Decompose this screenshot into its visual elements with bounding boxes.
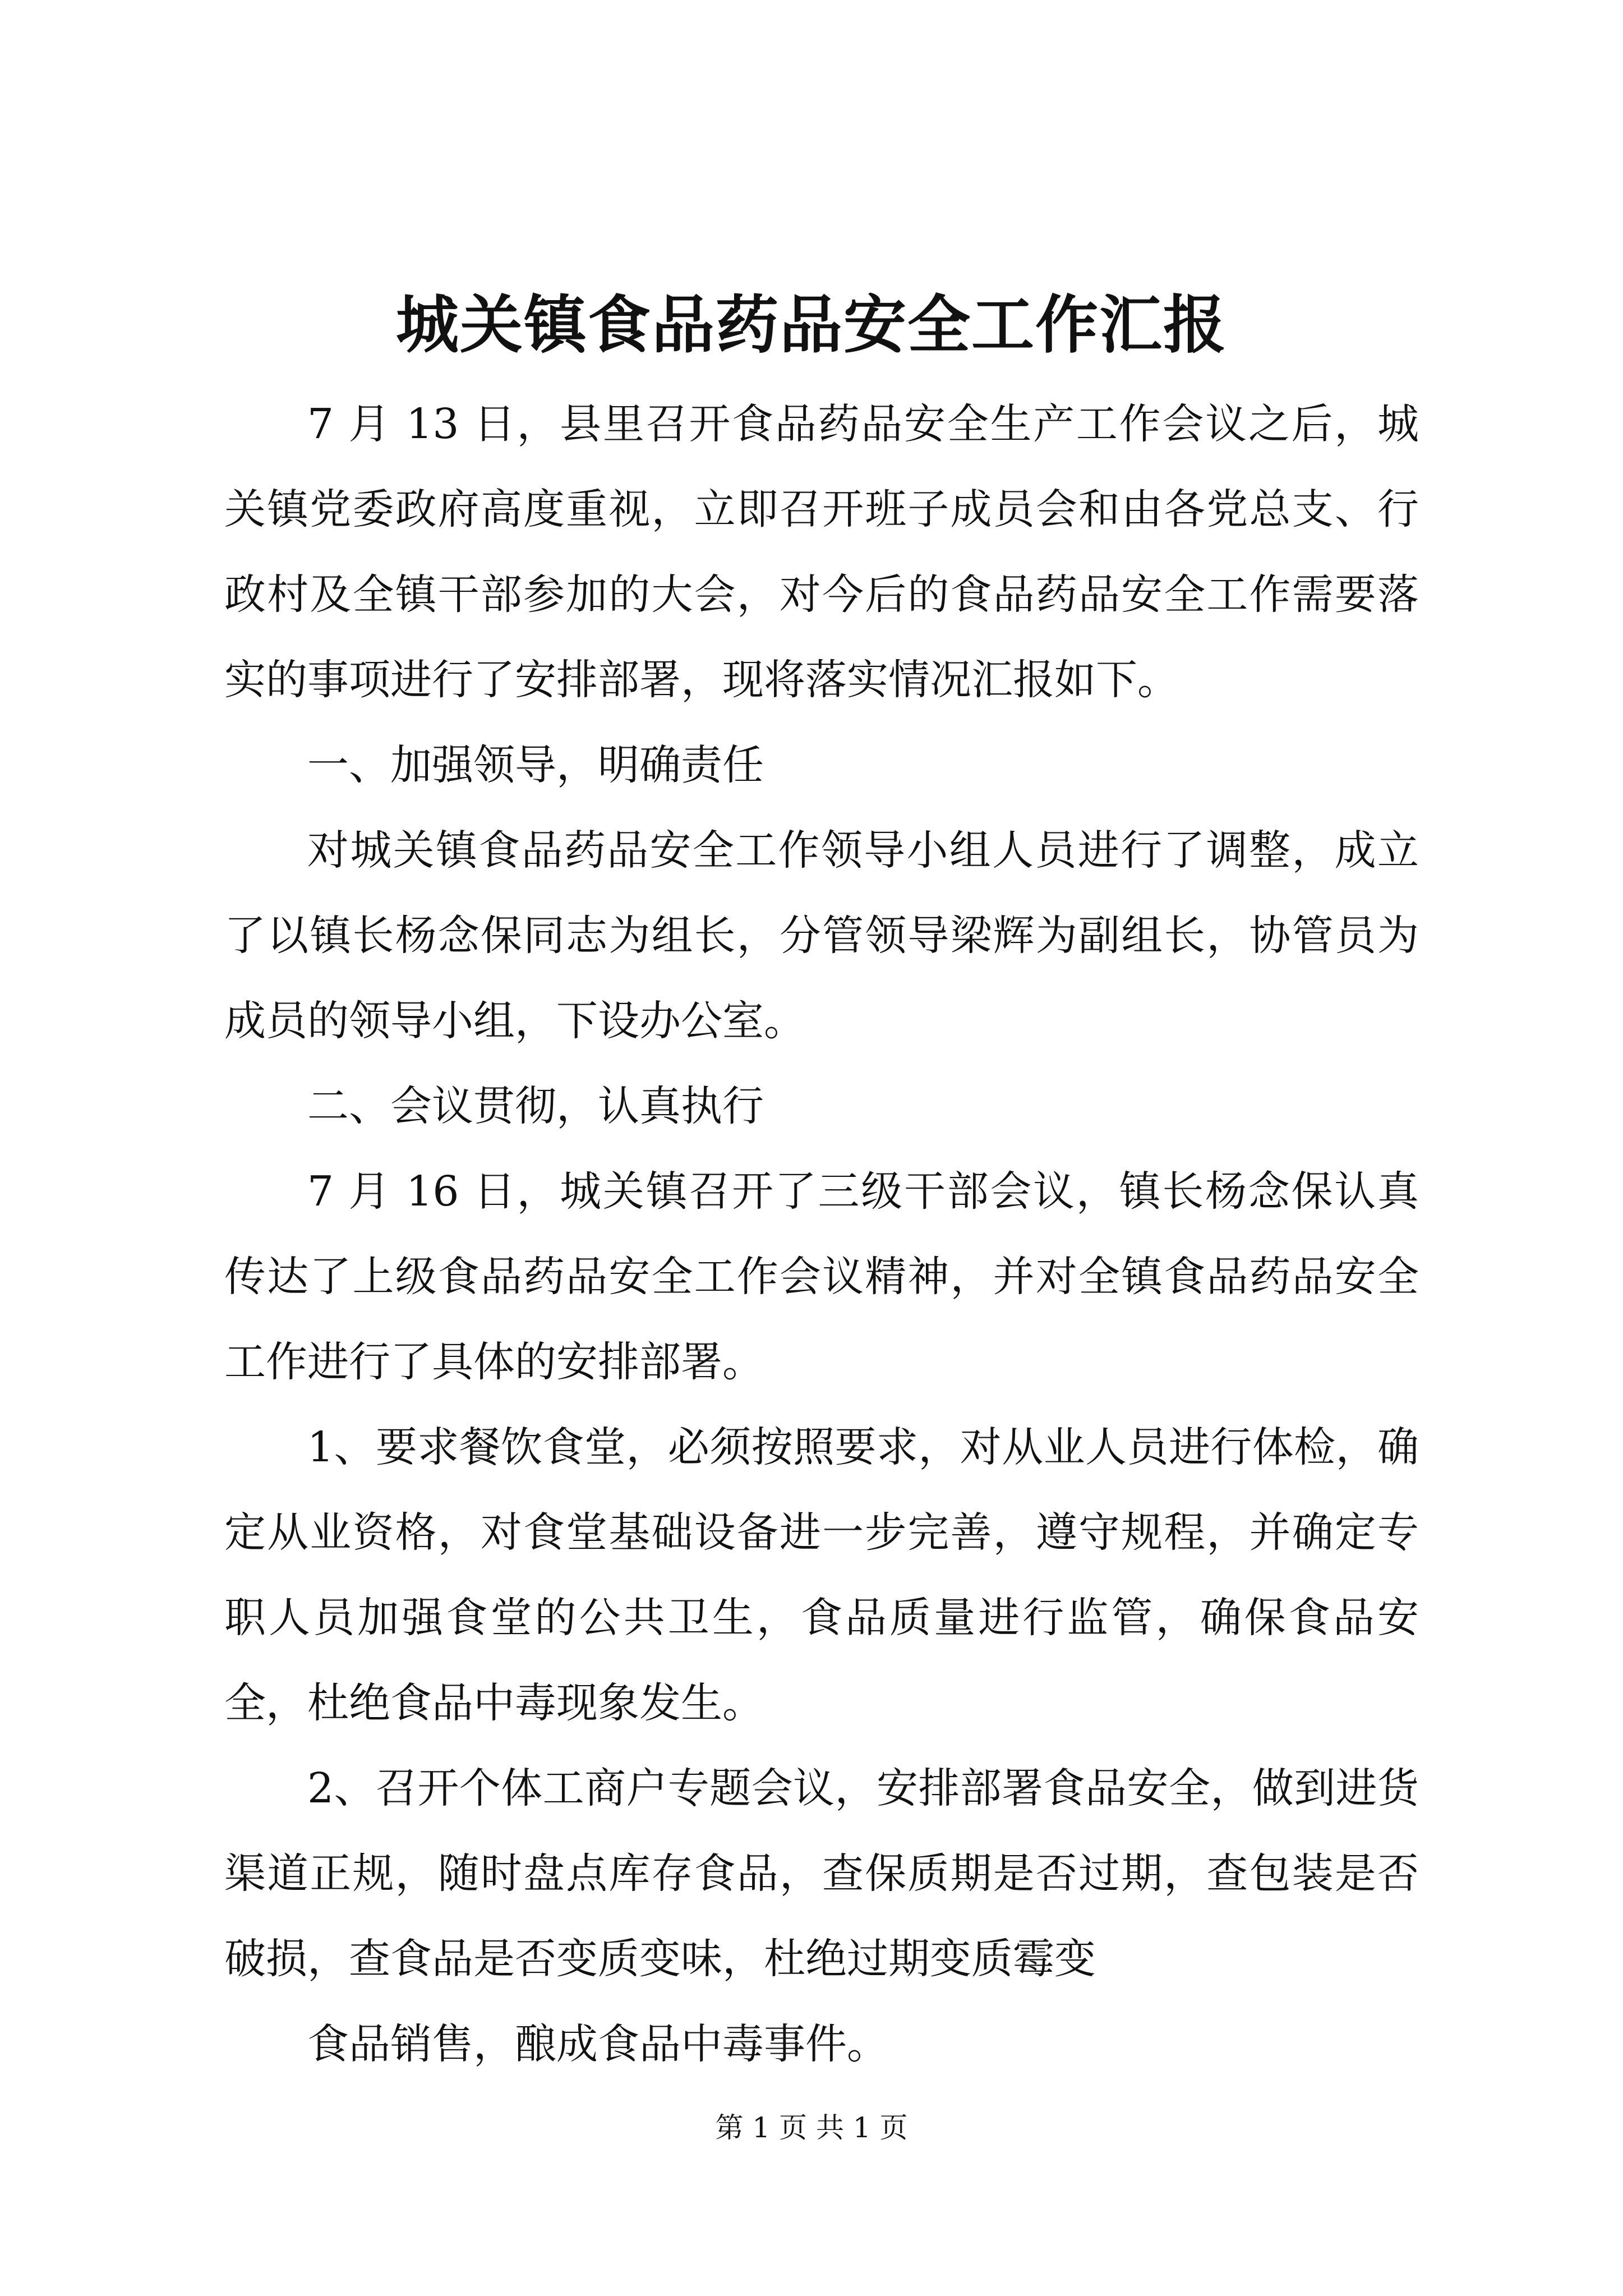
- paragraph-section-1: 对城关镇食品药品安全工作领导小组人员进行了调整，成立了以镇长杨念保同志为组长，分管领导梁辉为副组长，协管员为成员的领导小组，下设办公室。: [224, 826, 1419, 1045]
- paragraph-item-1: 1、要求餐饮食堂，必须按照要求，对从业人员进行体检，确定从业资格，对食堂基础设备进一步完善，遵守规程，并确定专职人员加强食堂的公共卫生，食品质量进行监管，确保食品安全，杜绝食品中毒现象发生。: [224, 1423, 1419, 1727]
- paragraph-item-2: 2、召开个体工商户专题会议，安排部署食品安全，做到进货渠道正规，随时盘点库存食品，查保质期是否过期，查包装是否破损，查食品是否变质变味，杜绝过期变质霉变: [224, 1764, 1419, 1983]
- page-footer: 第 1 页 共 1 页: [715, 2111, 908, 2144]
- document-title: 城关镇食品药品安全工作汇报: [396, 288, 1227, 362]
- document-body: [224, 381, 1419, 2087]
- section-heading-1: 一、加强领导，明确责任: [307, 741, 764, 789]
- paragraph-item-2-continued: 食品销售，酿成食品中毒事件。: [307, 2020, 888, 2068]
- paragraph-section-2: 7 月 16 日，城关镇召开了三级干部会议，镇长杨念保认真传达了上级食品药品安全工作会议精神，并对全镇食品药品安全工作进行了具体的安排部署。: [224, 1167, 1419, 1386]
- section-heading-2: 二、会议贯彻，认真执行: [307, 1082, 764, 1130]
- paragraph-intro: 7 月 13 日，县里召开食品药品安全生产工作会议之后，城关镇党委政府高度重视，立即召开班子成员会和由各党总支、行政村及全镇干部参加的大会，对今后的食品药品安全工作需要落实的事项进行了安排部署，现将落实情况汇报如下。: [224, 400, 1419, 704]
